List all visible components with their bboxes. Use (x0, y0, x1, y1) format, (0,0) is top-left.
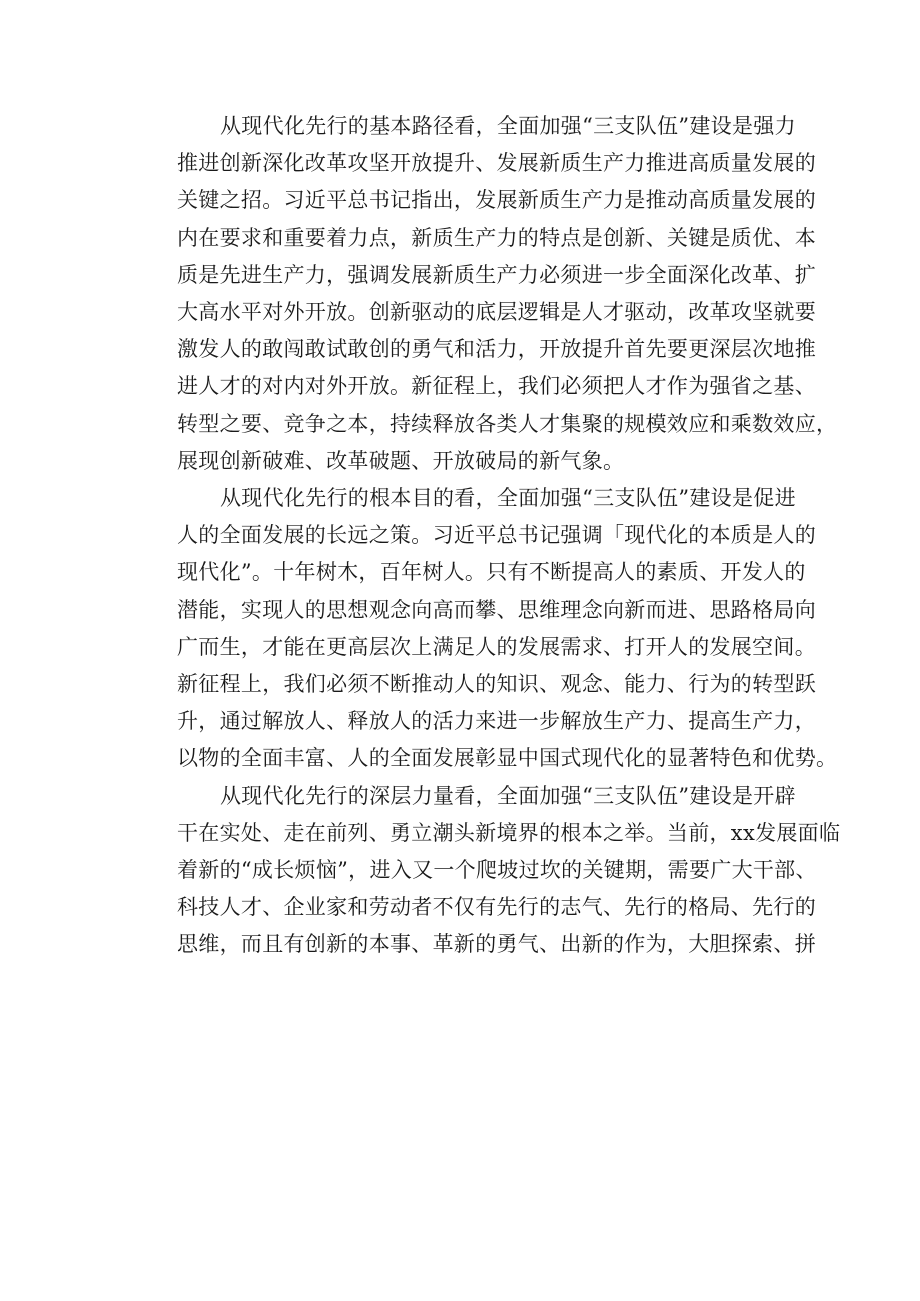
paragraph-line: 从现代化先行的深层力量看，全面加强“三支队伍”建设是开辟 (220, 783, 796, 808)
paragraph-line: 激发人的敢闯敢试敢创的勇气和活力，开放提升首先要更深层次地推 (177, 337, 816, 362)
paragraph-line: 升，通过解放人、释放人的活力来进一步解放生产力、提高生产力， (177, 709, 816, 734)
paragraph-line: 新征程上，我们必须不断推动人的知识、观念、能力、行为的转型跃 (177, 672, 816, 697)
paragraph-line: 思维，而且有创新的本事、革新的勇气、出新的作为，大胆探索、拼 (177, 932, 816, 957)
paragraph-1 (135, 108, 838, 480)
paragraph-line: 干在实处、走在前列、勇立潮头新境界的根本之举。当前，xx发展面临 (177, 820, 841, 845)
paragraph-line: 推进创新深化改革攻坚开放提升、发展新质生产力推进高质量发展的 (177, 151, 816, 176)
paragraph-line: 潜能，实现人的思想观念向高而攀、思维理念向新而进、思路格局向 (177, 597, 816, 622)
paragraph-2 (135, 480, 838, 778)
paragraph-line: 人的全面发展的长远之策。习近平总书记强调「现代化的本质是人的 (177, 523, 816, 548)
paragraph-line: 转型之要、竞争之本，持续释放各类人才集聚的规模效应和乘数效应， (177, 411, 838, 436)
paragraph-line: 科技人才、企业家和劳动者不仅有先行的志气、先行的格局、先行的 (177, 895, 816, 920)
paragraph-line: 从现代化先行的根本目的看，全面加强“三支队伍”建设是促进 (220, 486, 796, 511)
paragraph-line: 广而生，才能在更高层次上满足人的发展需求、打开人的发展空间。 (177, 634, 816, 659)
document-body (135, 108, 841, 964)
paragraph-line: 着新的“成长烦恼”，进入又一个爬坡过坎的关键期，需要广大干部、 (177, 858, 817, 883)
paragraph-line: 内在要求和重要着力点，新质生产力的特点是创新、关键是质优、本 (177, 225, 816, 250)
paragraph-line: 关键之招。习近平总书记指出，发展新质生产力是推动高质量发展的 (177, 188, 816, 213)
paragraph-line: 现代化”。十年树木，百年树人。只有不断提高人的素质、开发人的 (177, 560, 806, 585)
paragraph-line: 以物的全面丰富、人的全面发展彰显中国式现代化的显著特色和优势。 (177, 746, 838, 771)
paragraph-line: 展现创新破难、改革破题、开放破局的新气象。 (177, 448, 625, 473)
paragraph-line: 大高水平对外开放。创新驱动的底层逻辑是人才驱动，改革攻坚就要 (177, 300, 816, 325)
paragraph-line: 进人才的对内对外开放。新征程上，我们必须把人才作为强省之基、 (177, 374, 816, 399)
paragraph-line: 质是先进生产力，强调发展新质生产力必须进一步全面深化改革、扩 (177, 262, 816, 287)
paragraph-line: 从现代化先行的基本路径看，全面加强“三支队伍”建设是强力 (220, 114, 796, 138)
paragraph-3 (135, 778, 841, 964)
